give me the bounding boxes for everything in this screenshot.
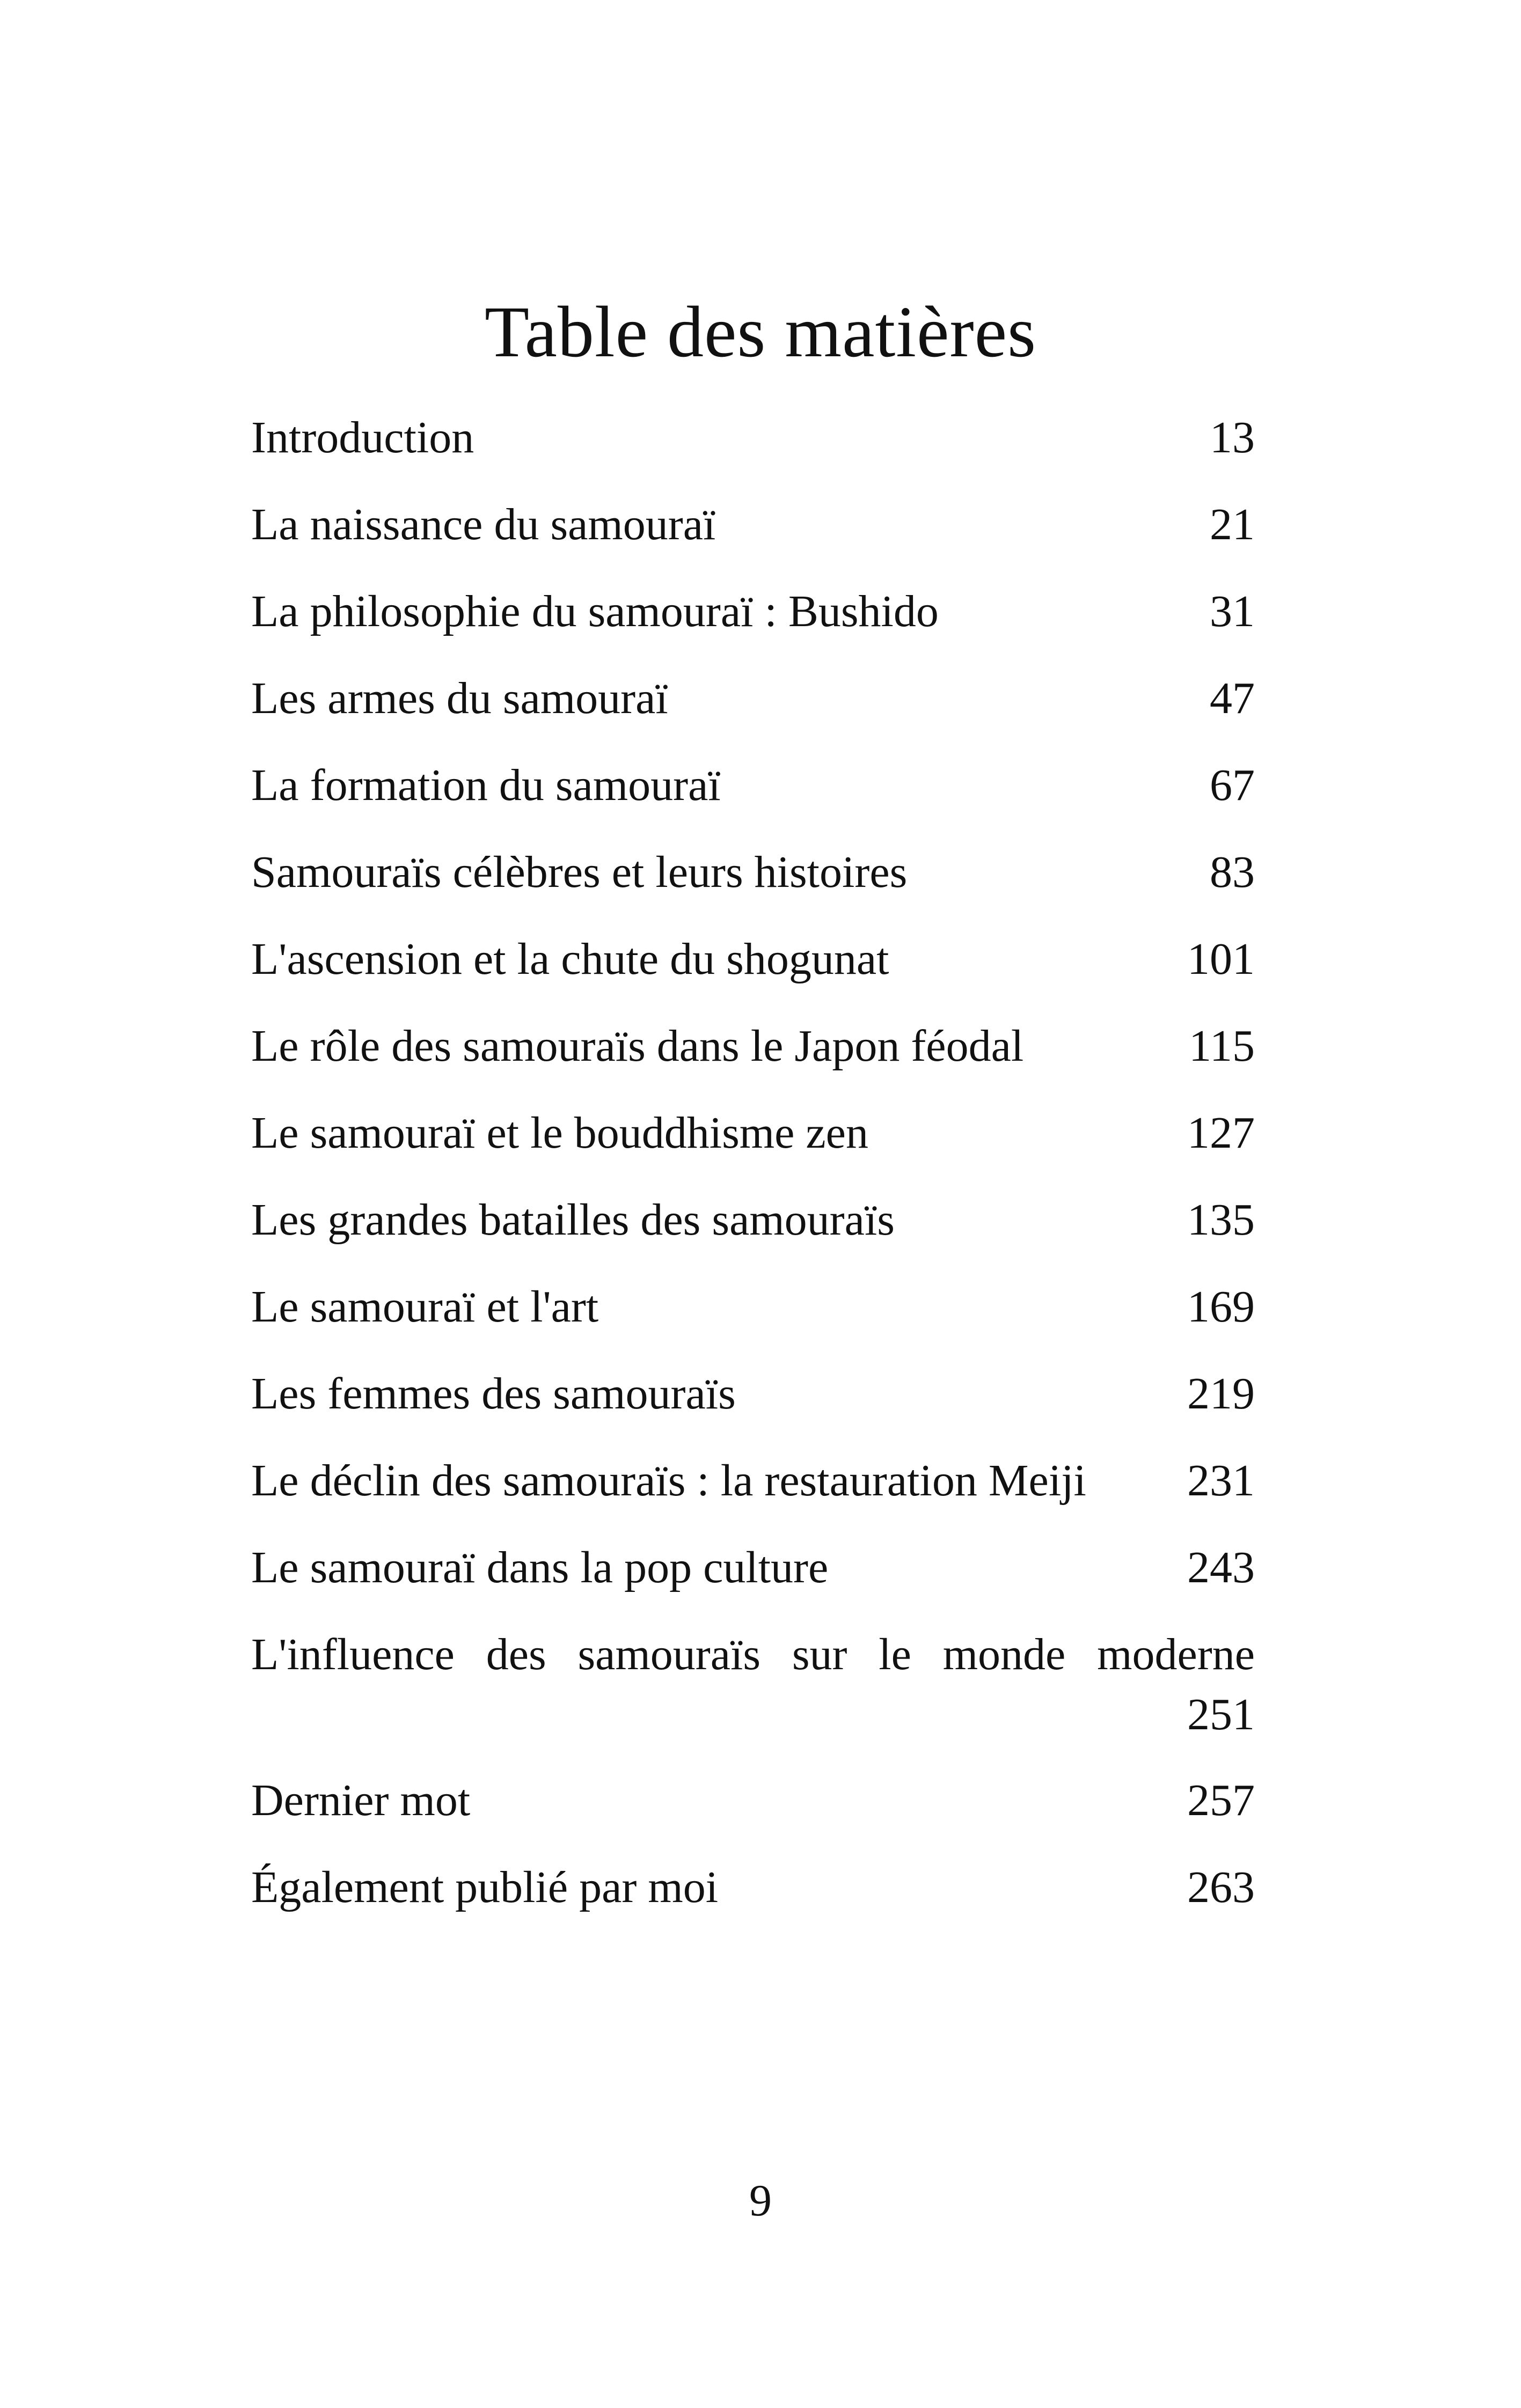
toc-entry-label: La philosophie du samouraï : Bushido (251, 586, 939, 636)
toc-entry-label: Dernier mot (251, 1775, 471, 1825)
toc-entry-art[interactable] (251, 1277, 1255, 1337)
toc-entry-label: Les armes du samouraï (251, 673, 668, 723)
toc-entry-page-number: 127 (1187, 1108, 1255, 1158)
toc-entry-page-number: 115 (1189, 1021, 1255, 1071)
toc-entry-naissance[interactable] (251, 495, 1255, 555)
page-number: 9 (749, 2176, 772, 2226)
toc-entry-page-number: 47 (1210, 673, 1255, 723)
toc-entry-philosophie[interactable] (251, 582, 1255, 642)
toc-entry-declin-meiji[interactable] (251, 1451, 1255, 1511)
toc-entry-page-number: 31 (1210, 586, 1255, 636)
toc-entry-label: Le samouraï et l'art (251, 1282, 599, 1332)
toc-entry-batailles[interactable] (251, 1190, 1255, 1250)
toc-entry-introduction[interactable] (251, 408, 1255, 468)
toc-entry-armes[interactable] (251, 669, 1255, 729)
toc-entry-label: La naissance du samouraï (251, 500, 716, 549)
toc-entry-page-number: 101 (1187, 934, 1255, 984)
toc-entry-influence[interactable] (251, 1625, 1255, 1745)
toc-entry-page-number: 13 (1210, 413, 1255, 462)
toc-entry-formation[interactable] (251, 755, 1255, 816)
toc-entry-label: La formation du samouraï (251, 760, 721, 810)
toc-entry-pop-culture[interactable] (251, 1538, 1255, 1598)
toc-entry-role-feodal[interactable] (251, 1016, 1255, 1076)
toc-entry-label: Également publié par moi (251, 1862, 719, 1912)
toc-entry-page-number: 135 (1187, 1195, 1255, 1245)
toc-entry-label: Le déclin des samouraïs : la restauration Meiji (251, 1456, 1086, 1506)
toc-entry-label: Les grandes batailles des samouraïs (251, 1195, 895, 1245)
toc-entry-page-number: 21 (1210, 500, 1255, 549)
toc-entry-label: Introduction (251, 413, 474, 462)
toc-entry-label: Les femmes des samouraïs (251, 1369, 736, 1419)
toc-entry-femmes[interactable] (251, 1364, 1255, 1424)
toc-entry-page-number: 243 (1187, 1543, 1255, 1592)
page-title: Table des matières (484, 292, 1037, 373)
toc-entry-page-number: 231 (1187, 1456, 1255, 1506)
toc-entry-label: Le samouraï dans la pop culture (251, 1543, 829, 1592)
toc-entry-page-number: 257 (1187, 1775, 1255, 1825)
toc-entry-page-number: 251 (1187, 1690, 1255, 1739)
toc-entry-shogunat[interactable] (251, 929, 1255, 989)
toc-entry-label: L'influence des samouraïs sur le monde moderne (251, 1629, 1255, 1679)
toc-entry-page-number: 67 (1210, 760, 1255, 810)
toc-entry-page-number: 219 (1187, 1369, 1255, 1419)
toc-entry-label: L'ascension et la chute du shogunat (251, 934, 889, 984)
toc-entry-label: Samouraïs célèbres et leurs histoires (251, 847, 908, 897)
toc-entry-page-number: 83 (1210, 847, 1255, 897)
toc-entry-page-number: 169 (1187, 1282, 1255, 1332)
toc-entry-label: Le rôle des samouraïs dans le Japon féodal (251, 1021, 1024, 1071)
toc-entry-dernier-mot[interactable] (251, 1771, 1255, 1831)
toc-entry-bouddhisme[interactable] (251, 1103, 1255, 1163)
toc-entry-egalement-publie[interactable] (251, 1858, 1255, 1918)
toc-entry-celebres[interactable] (251, 842, 1255, 902)
toc-entry-page-number: 263 (1187, 1862, 1255, 1912)
toc-entry-label: Le samouraï et le bouddhisme zen (251, 1108, 868, 1158)
